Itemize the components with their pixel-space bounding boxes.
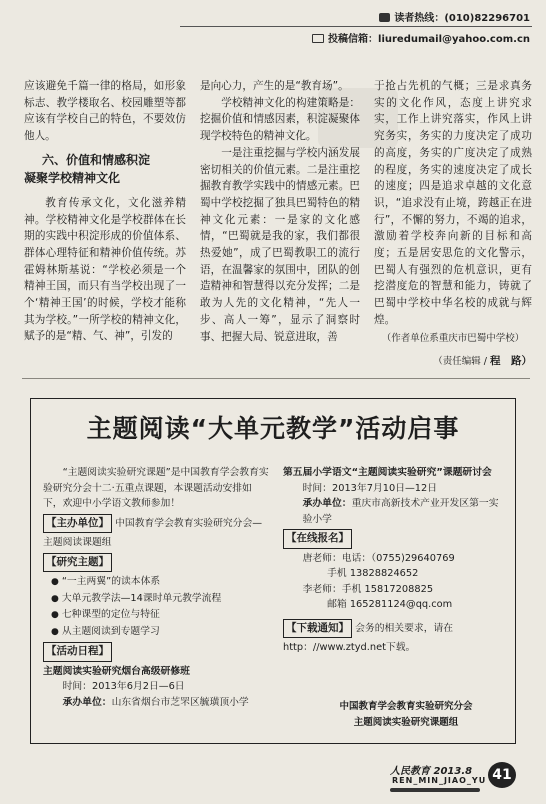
- article-paragraph: 学校精神文化的构建策略是：挖掘价值和情感因素，积淀凝聚体现学校特色的精神文化。: [200, 96, 360, 143]
- editor-credit: （责任编辑 / 程 路）: [433, 355, 532, 368]
- list-item: ● 大单元教学法—14课时单元教学流程: [51, 592, 222, 604]
- article-paragraph: 是向心力，产生的是“教育场”。: [200, 80, 349, 92]
- author-affiliation: （作者单位系重庆市巴蜀中学校）: [381, 332, 525, 344]
- magazine-pinyin: REN_MIN_JIAO_YU: [392, 776, 487, 785]
- header-rule: [180, 26, 532, 27]
- download-section: [283, 617, 507, 656]
- event-2-undertaker: 承办单位：重庆市高新技术产业开发区第一实验小学: [302, 498, 499, 525]
- bullet-icon: ●: [51, 577, 59, 587]
- article-column-3: [374, 78, 532, 371]
- event-2-name: 第五届小学语文“主题阅读实验研究”课题研讨会: [283, 467, 492, 478]
- page-number: 41: [488, 762, 516, 788]
- schedule-label: 【活动日程】: [43, 642, 112, 662]
- article-paragraph: 于抢占先机的气概；三是求真务实的文化作风，态度上讲究求实，工作上讲究落实，作风上讲究务实，务实的力度决定了成功的高度，务实的广度决定了成熟的程度，务实的速度决定了成长的速度；四是追求卓越的文化意识，“追求没有止境，跨越正在进行”，不懈的努力，不竭的追求，激励着学校奔向新的目标和高度；五是居安思危的文化警示，巴蜀人有强烈的危机意识，更有挖潜度危的智慧和能力，铸就了巴蜀中学校中华名校的成就与辉煌。: [374, 80, 532, 326]
- announcement-title: 主题阅读“大单元教学”活动启事: [86, 414, 460, 443]
- section-divider: [22, 378, 530, 379]
- article-paragraph: 教育传承文化，文化滋养精神。学校精神文化是学校群体在长期的实践中积淀形成的价值体系、群体心理特征和精神价值传统。苏霍姆林斯基说：“学校必须是一个精神王国，而只有当学校出现了一个‘精神王国’的时候，学校才能称其为学校。”一所学校的精神文化，赋予的是“精、气、神”，引发的: [24, 196, 186, 343]
- article-column-2: [200, 78, 360, 345]
- list-item: ● 七种课型的定位与特征: [51, 609, 160, 620]
- event-1-undertaker: 承办单位：山东省烟台市芝罘区毓璜顶小学: [62, 696, 249, 708]
- download-label: 【下载通知】: [283, 619, 352, 639]
- event-1-time: 时间：2013年6月2日—6日: [62, 681, 185, 692]
- article-paragraph: 一是注重挖掘与学校内涵发展密切相关的价值元素。二是注重挖掘教育教学实践中的情感元素。巴蜀中学校挖掘了独具巴蜀特色的精神文化元素：一是家的文化感情，“巴蜀就是我的家，我们都很热爱她”，成了巴蜀教职工的流行语，在温馨家的氛围中，团队的创造精神和智慧得以充分发挥；二是敢为人先的文化精神，“先人一步、高人一筹”，显示了洞察时事、把握大局、锐意进取，善: [200, 146, 360, 343]
- event-1-name: 主题阅读实验研究烟台高级研修班: [43, 665, 190, 677]
- announcement-organizers: 中国教育学会教育实验研究分会 主题阅读实验研究课题组: [339, 701, 473, 728]
- bullet-icon: ●: [51, 626, 59, 637]
- contact-1-mobile: 手机 13828824652: [327, 568, 419, 579]
- schedule-section: [43, 640, 271, 664]
- article-paragraph: 应该避免千篇一律的格局，如形象标志、教学楼取名、校园雕塑等都应该有学校自己的特色，不要效仿他人。: [24, 80, 186, 143]
- announcement-intro: “主题阅读实验研究课题”是中国教育学会教育实验研究分会十二·五重点课题，本课题活动安排如下，欢迎中小学语文教师参加！: [43, 467, 269, 509]
- topics-label: 【研究主题】: [43, 553, 112, 573]
- event-announcement-box: [30, 398, 516, 744]
- section-title: 六、价值和情感积淀 凝聚学校精神文化: [24, 152, 151, 185]
- page-footer: [390, 762, 530, 800]
- list-item: ● “一主两翼”的读本体系: [51, 576, 161, 587]
- contact-1-phone: 唐老师：电话：（0755)29640769: [302, 552, 455, 564]
- host-label: 【主办单位】: [43, 514, 112, 534]
- phone-icon: [379, 13, 390, 22]
- contact-2-mobile: 李老师：手机 15817208825: [302, 583, 434, 595]
- topics-section: [43, 551, 271, 575]
- host-section: [43, 512, 271, 551]
- host-text: 中国教育学会教育实验研究分会—主题阅读课题组: [43, 517, 263, 548]
- decorative-swoosh: [390, 788, 480, 792]
- bullet-icon: ●: [51, 610, 59, 620]
- announcement-right-column: [283, 465, 507, 656]
- magazine-title: 人民教育 2013.8: [390, 766, 473, 777]
- signup-section: [283, 527, 507, 551]
- signup-label: 【在线报名】: [283, 529, 352, 549]
- event-2-time: 时间：2013年7月10日—12日: [302, 482, 438, 494]
- submission-email: 投稿信箱：liuredumail@yahoo.com.cn: [312, 30, 530, 45]
- contact-email: 邮箱 165281124@qq.com: [327, 599, 453, 610]
- mail-icon: [312, 34, 324, 43]
- download-text: 会务的相关要求，请在http：//www.ztyd.net下载。: [283, 622, 454, 653]
- article-column-1: [24, 78, 186, 345]
- bullet-icon: ●: [51, 593, 59, 604]
- announcement-left-column: [43, 465, 271, 710]
- list-item: ● 从主题阅读到专题学习: [51, 625, 160, 637]
- reader-hotline: 读者热线：(010)82296701: [379, 9, 530, 24]
